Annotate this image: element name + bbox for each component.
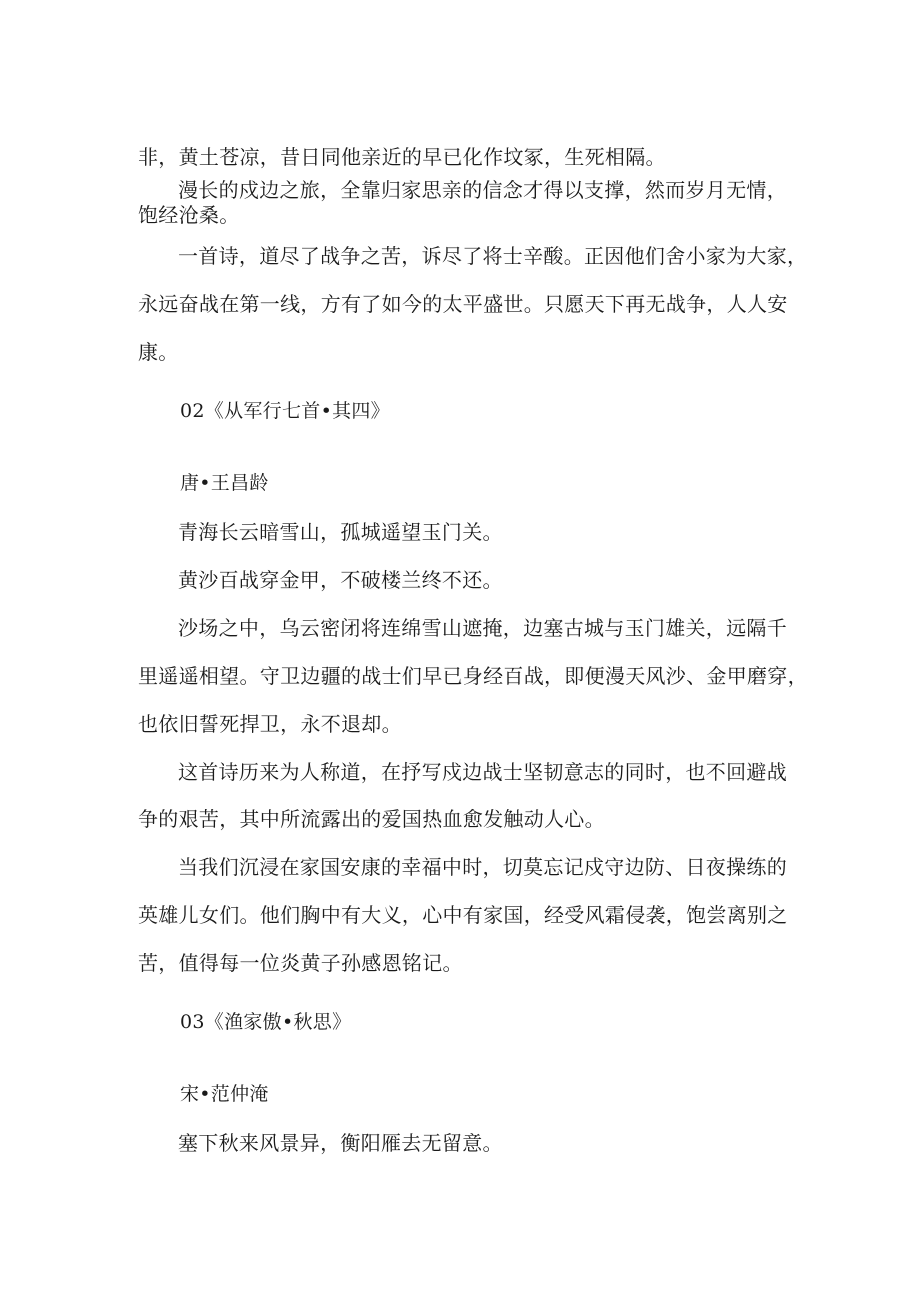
- poem-title: 02《从军行七首•其四》: [180, 400, 390, 422]
- poem-title: 03《渔家傲•秋思》: [180, 1011, 352, 1033]
- paragraph-line: 漫长的戍边之旅，全靠归家思亲的信念才得以支撑，然而岁月无情，: [178, 178, 787, 202]
- paragraph-line: 非，黄土苍凉，昔日同他亲近的早已化作坟冢，生死相隔。: [138, 145, 666, 169]
- paragraph-line: 一首诗，道尽了战争之苦，诉尽了将士辛酸。正因他们舍小家为大家，: [178, 244, 808, 268]
- paragraph-line: 里遥遥相望。守卫边疆的战士们早已身经百战，即便漫天风沙、金甲磨穿，: [138, 664, 808, 688]
- poem-author: 宋•范仲淹: [180, 1083, 269, 1105]
- poem-author: 唐•王昌龄: [180, 472, 269, 494]
- paragraph-line: 沙场之中，乌云密闭将连绵雪山遮掩，边塞古城与玉门雄关，远隔千: [178, 616, 787, 640]
- paragraph-line: 康。: [138, 340, 179, 364]
- poem-verse: 黄沙百战穿金甲，不破楼兰终不还。: [178, 568, 503, 592]
- paragraph-line: 当我们沉浸在家国安康的幸福中时，切莫忘记戍守边防、日夜操练的: [178, 855, 787, 879]
- poem-verse: 青海长云暗雪山，孤城遥望玉门关。: [178, 520, 503, 544]
- paragraph-line: 这首诗历来为人称道，在抒写戍边战士坚韧意志的同时，也不回避战: [178, 760, 787, 784]
- paragraph-line: 也依旧誓死捍卫，永不退却。: [138, 712, 402, 736]
- paragraph-line: 苦，值得每一位炎黄子孙感恩铭记。: [138, 951, 463, 975]
- poem-verse: 塞下秋来风景异，衡阳雁去无留意。: [178, 1131, 503, 1155]
- paragraph-line: 饱经沧桑。: [138, 203, 240, 227]
- paragraph-line: 英雄儿女们。他们胸中有大义，心中有家国，经受风霜侵袭，饱尝离别之: [138, 903, 788, 927]
- paragraph-line: 永远奋战在第一线，方有了如今的太平盛世。只愿天下再无战争，人人安: [138, 292, 788, 316]
- paragraph-line: 争的艰苦，其中所流露出的爱国热血愈发触动人心。: [138, 807, 605, 831]
